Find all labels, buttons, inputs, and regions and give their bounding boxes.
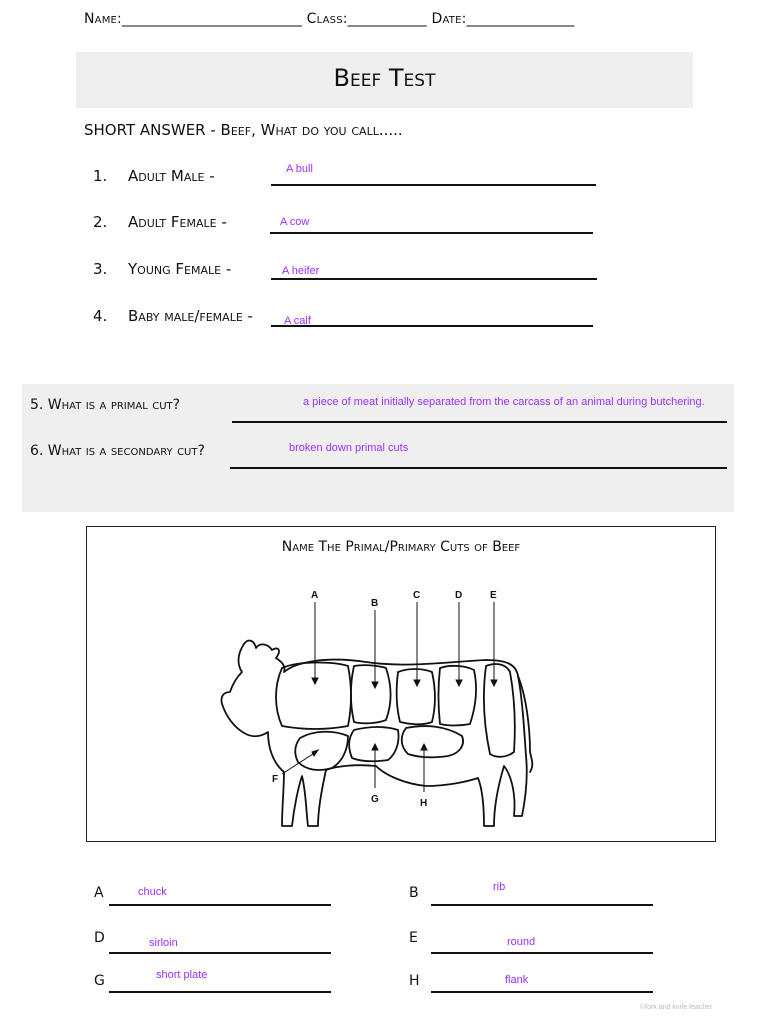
cut-label-g: G	[371, 794, 379, 805]
answer-line	[431, 904, 653, 906]
cut-answer-letter: D	[94, 930, 105, 946]
cut-answer-letter: E	[409, 930, 418, 946]
question-label: Adult Male -	[128, 167, 215, 185]
diagram-title: Name The Primal/Primary Cuts of Beef	[281, 539, 521, 555]
cut-label-a: A	[311, 590, 319, 601]
answer-text[interactable]: A bull	[286, 163, 313, 175]
cut-label-e: E	[490, 590, 497, 601]
answer-line	[431, 952, 653, 954]
student-info-header	[84, 11, 575, 27]
name-label: Name:	[84, 11, 122, 27]
cut-answer-letter: B	[409, 885, 419, 901]
answer-line	[232, 421, 727, 423]
cut-answer-text[interactable]: chuck	[138, 886, 167, 898]
secondary-cut-question: 6. What is a secondary cut?	[30, 443, 205, 459]
primal-cut-answer[interactable]: a piece of meat initially separated from the carcass of an animal during butchering.	[303, 396, 705, 408]
cut-label-d: D	[455, 590, 463, 601]
cut-answer-text[interactable]: rib	[493, 881, 506, 893]
cut-label-b: B	[371, 598, 379, 609]
copyright-text: ©fork and knife teacher	[640, 1004, 713, 1011]
cut-answer-letter: G	[94, 973, 105, 989]
cut-answer-letter: A	[94, 885, 104, 901]
answer-line	[109, 991, 331, 993]
question-number: 1.	[93, 167, 108, 185]
answer-line	[431, 991, 653, 993]
class-blank[interactable]: ___________	[347, 11, 432, 27]
name-blank[interactable]: _________________________	[121, 11, 307, 27]
cut-arrows	[282, 602, 497, 792]
answer-line	[271, 325, 593, 327]
question-label: Young Female -	[128, 260, 232, 278]
answer-line	[230, 467, 727, 469]
question-number: 4.	[93, 307, 108, 325]
date-blank[interactable]: _______________	[466, 11, 575, 27]
page-title: Beef Test	[333, 64, 436, 92]
cut-answer-text[interactable]: flank	[505, 974, 529, 986]
answer-text[interactable]: A cow	[280, 216, 310, 228]
cut-answer-letter: H	[409, 973, 420, 989]
cut-answer-text[interactable]: short plate	[156, 969, 208, 981]
cut-answer-text[interactable]: sirloin	[149, 937, 178, 949]
answer-line	[109, 952, 331, 954]
question-label: Baby male/female -	[128, 307, 253, 325]
cut-label-c: C	[413, 590, 421, 601]
answer-text[interactable]: A calf	[284, 315, 311, 327]
short-answer-prompt: - Beef, What do you call.....	[205, 121, 403, 139]
beef-cuts-diagram	[86, 526, 716, 842]
answer-line	[270, 232, 593, 234]
question-number: 2.	[93, 213, 108, 231]
question-number: 3.	[93, 260, 108, 278]
answer-line	[271, 278, 597, 280]
primal-cut-question: 5. What is a primal cut?	[30, 397, 181, 413]
answer-line	[271, 184, 596, 186]
cut-label-h: H	[420, 798, 428, 809]
answer-text[interactable]: A heifer	[282, 265, 320, 277]
cut-label-f: F	[272, 774, 279, 785]
short-answer-label: SHORT ANSWER	[84, 121, 206, 139]
cut-answer-text[interactable]: round	[507, 936, 536, 948]
question-label: Adult Female -	[128, 213, 227, 231]
short-answer-heading	[84, 121, 403, 139]
secondary-cut-answer[interactable]: broken down primal cuts	[289, 442, 409, 454]
date-label: Date:	[431, 11, 467, 27]
answer-line	[109, 904, 331, 906]
class-label: Class:	[306, 11, 348, 27]
